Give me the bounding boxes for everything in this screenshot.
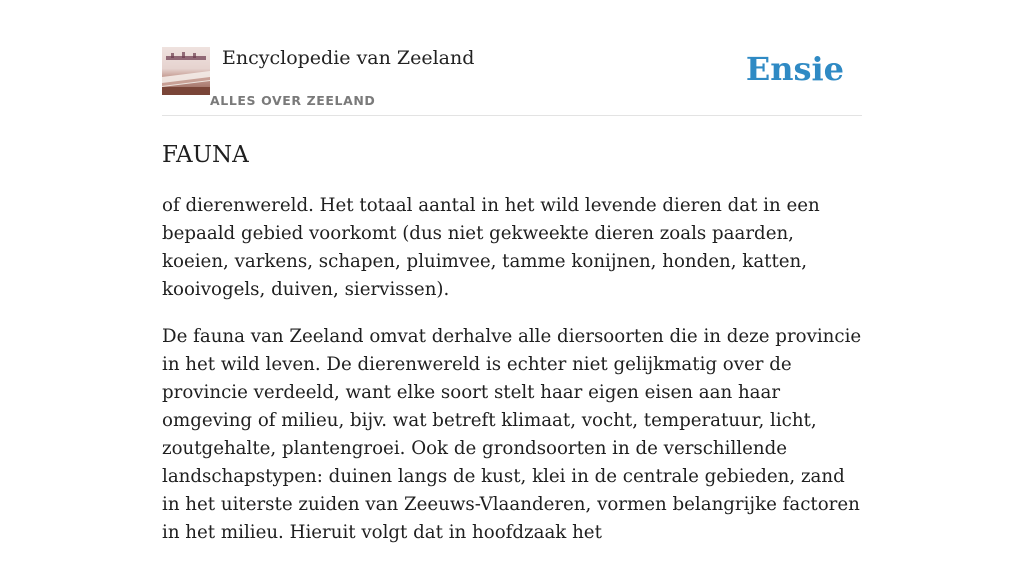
site-subtitle: ALLES OVER ZEELAND [210, 93, 376, 108]
article-paragraph: De fauna van Zeeland omvat derhalve alle diersoorten die in deze provincie in het wild leven. De dierenwereld is echter niet gelijkmatig over de provincie verdeeld, want elke soort stelt haar eigen eisen aan haar omgeving of milieu, bijv. wat betreft klimaat, vocht, temperatuur, licht, zoutgehalte, plantengroei. Ook de grondsoorten in de verschillende landschapstypen: duinen langs de kust, klei in de centrale gebieden, zand in het uiterste zuiden van Zeeuws-Vlaanderen, vormen belangrijke factoren in het milieu. Hieruit volgt dat in hoofdzaak het [162, 326, 862, 543]
avatar-image [162, 47, 210, 95]
article-title: FAUNA [162, 142, 249, 168]
site-avatar[interactable] [162, 47, 210, 95]
site-title[interactable]: Encyclopedie van Zeeland [222, 47, 475, 69]
article-paragraph: of dierenwereld. Het totaal aantal in het wild levende dieren dat in een bepaald gebied voorkomt (dus niet gekweekte dieren zoals paarden, koeien, varkens, schapen, pluimvee, tamme konijnen, honden, katten, kooivogels, duiven, siervissen). [162, 195, 820, 300]
brand-logo-link[interactable]: Ensie [745, 50, 844, 88]
site-header [162, 0, 862, 116]
article-body [162, 192, 862, 566]
page [162, 0, 862, 543]
